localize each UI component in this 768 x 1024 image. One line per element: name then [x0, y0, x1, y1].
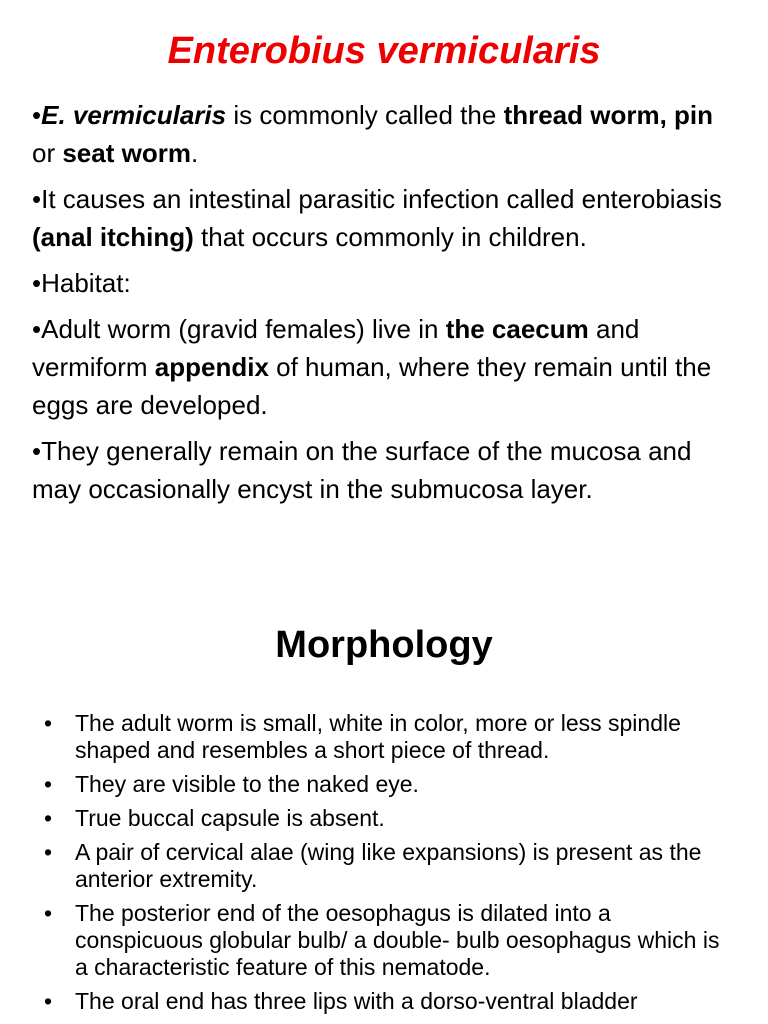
list-item: [44, 710, 734, 764]
list-item-text: A pair of cervical alae (wing like expansions) is present as the anterior extremity.: [75, 839, 702, 892]
text-run: and vermiform: [32, 314, 640, 382]
text-run: Adult worm (gravid females) live in: [41, 314, 446, 344]
bold-text: the caecum: [445, 314, 589, 344]
text-run: is commonly called the: [226, 100, 504, 130]
species-name: E. vermicularis: [41, 100, 227, 130]
list-item-text: True buccal capsule is absent.: [75, 805, 385, 831]
slide-body: [32, 96, 742, 516]
list-item: [44, 805, 734, 832]
list-item-text: They are visible to the naked eye.: [75, 771, 419, 797]
list-item: [44, 771, 734, 798]
bold-text: thread worm, pin: [503, 100, 714, 130]
text-run: .: [190, 138, 199, 168]
slide-title: Enterobius vermicularis: [167, 30, 601, 72]
list-item: [44, 900, 734, 981]
bold-text: appendix: [154, 352, 269, 382]
text-run: that occurs commonly in children.: [193, 222, 587, 252]
slide-morphology: [0, 560, 768, 1024]
text-run: It causes an intestinal parasitic infection called enterobiasis: [41, 184, 722, 214]
paragraph-habitat-heading: [32, 264, 742, 302]
bullet-marker: •: [32, 184, 42, 214]
paragraph-infection: [32, 180, 742, 256]
bullet-marker: •: [44, 900, 53, 926]
text-run: Habitat:: [41, 268, 131, 298]
text-run: of human, where they remain until the eggs are developed.: [32, 352, 712, 420]
bold-text: seat worm: [62, 138, 191, 168]
bullet-marker: •: [32, 436, 42, 466]
paragraph-common-names: [32, 96, 742, 172]
list-item-text: The adult worm is small, white in color, more or less spindle shaped and resembles a short piece of thread.: [75, 710, 681, 763]
text-run: They generally remain on the surface of the mucosa and may occasionally encyst in the submucosa layer.: [32, 436, 692, 504]
paragraph-mucosa: [32, 432, 742, 508]
paragraph-habitat-detail: [32, 310, 742, 424]
list-item: [44, 839, 734, 893]
bullet-marker: •: [44, 710, 53, 736]
bullet-marker: •: [44, 771, 53, 797]
bullet-marker: •: [32, 268, 42, 298]
bullet-marker: •: [44, 839, 53, 865]
slide-title: Morphology: [275, 624, 493, 666]
bullet-marker: •: [44, 805, 53, 831]
bullet-marker: •: [44, 988, 53, 1014]
bold-text: (anal itching): [32, 222, 194, 252]
list-item-text: The posterior end of the oesophagus is dilated into a conspicuous globular bulb/ a double- bulb oesophagus which is a characteristic feature of this nematode.: [75, 900, 720, 980]
bullet-list: [44, 710, 734, 1022]
text-run: or: [32, 138, 63, 168]
bullet-marker: •: [32, 314, 42, 344]
list-item-text: The oral end has three lips with a dorso-ventral bladder: [75, 988, 638, 1014]
list-item: [44, 988, 734, 1015]
bullet-marker: •: [32, 100, 42, 130]
